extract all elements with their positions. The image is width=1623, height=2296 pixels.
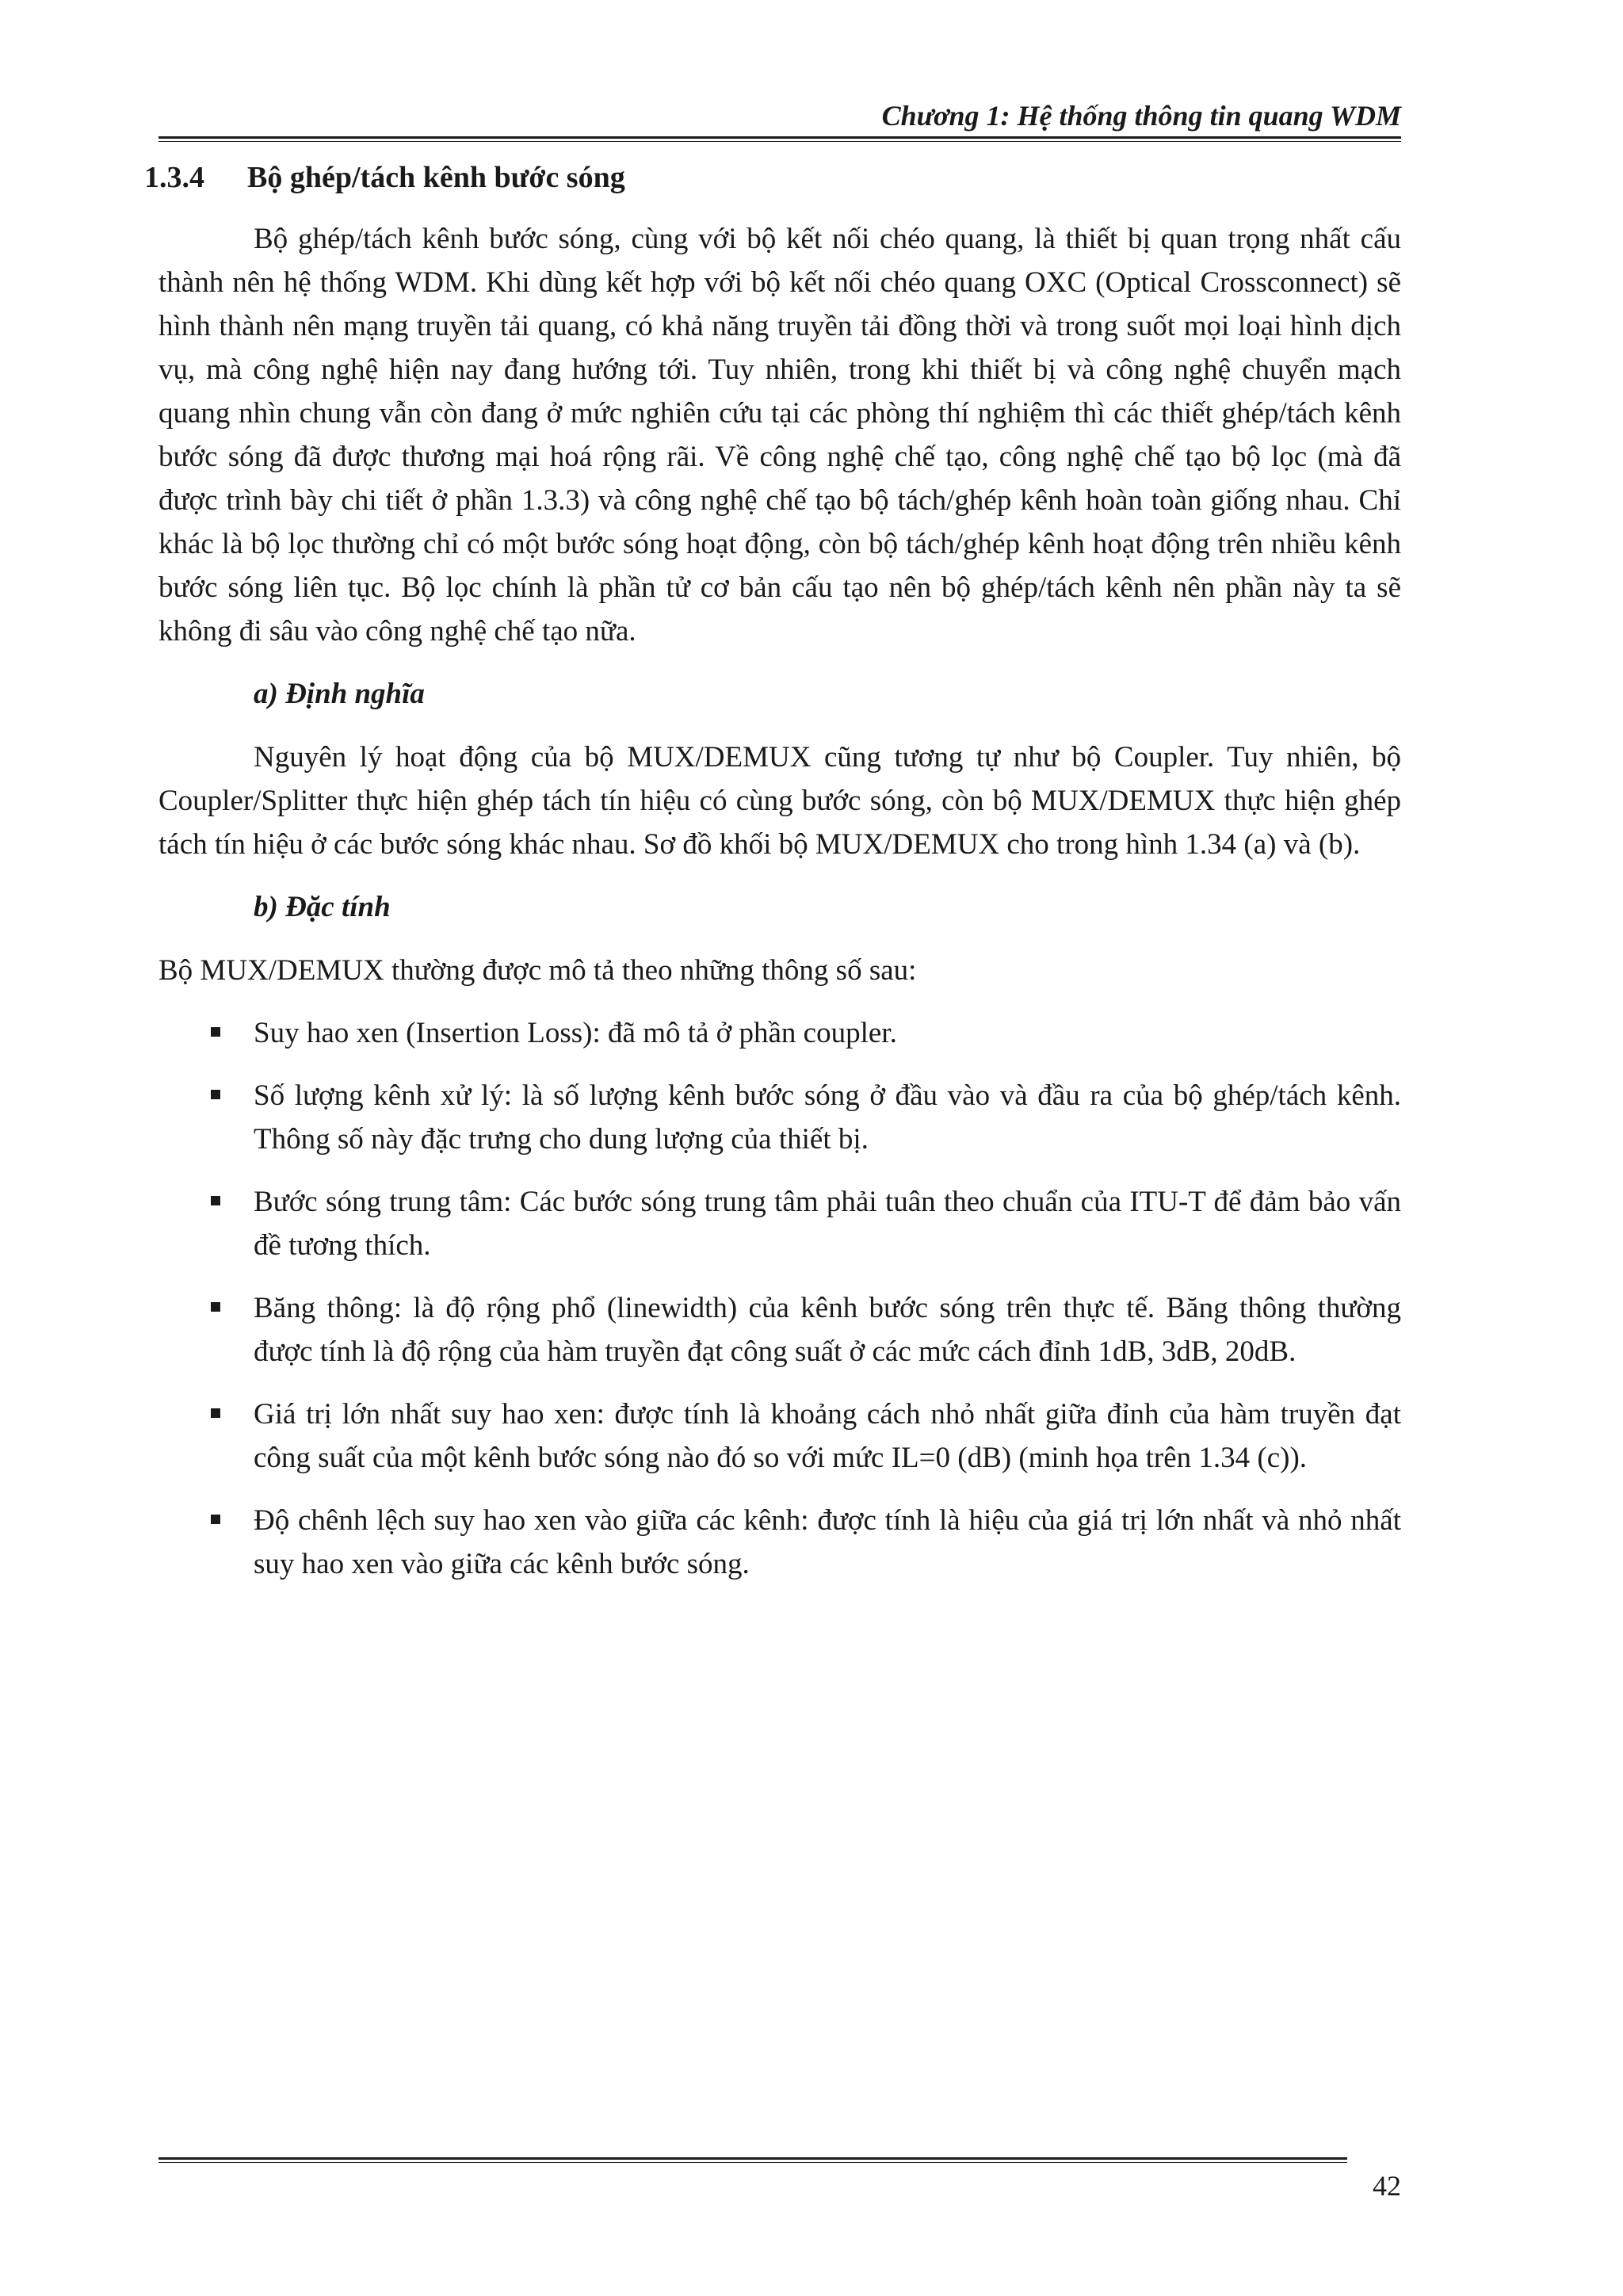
list-item <box>158 1392 1401 1480</box>
characteristics-lead: Bộ MUX/DEMUX thường được mô tả theo những thông số sau: <box>158 954 917 987</box>
definition-heading: a) Định nghĩa <box>254 678 425 710</box>
footer-rule-thin <box>158 2162 1347 2163</box>
list-item <box>158 1011 1401 1055</box>
bullet-square-icon <box>211 1302 220 1312</box>
list-item-text: Giá trị lớn nhất suy hao xen: được tính là khoảng cách nhỏ nhất giữa đỉnh của hàm truyền đạt công suất của một kênh bước sóng nào đó so với mức IL=0 (dB) (minh họa trên 1.34 (c)). <box>254 1398 1401 1474</box>
list-item <box>158 1499 1401 1586</box>
list-item <box>158 1286 1401 1373</box>
footer-rule <box>158 2157 1347 2160</box>
page-number: 42 <box>1373 2170 1401 2202</box>
page-body <box>144 155 1401 1605</box>
bullet-square-icon <box>211 1515 220 1524</box>
characteristics-list <box>158 1011 1401 1586</box>
running-header: Chương 1: Hệ thống thông tin quang WDM <box>881 100 1401 132</box>
bullet-square-icon <box>211 1027 220 1037</box>
list-item <box>158 1074 1401 1161</box>
header-rule-thin <box>158 141 1401 142</box>
intro-paragraph: Bộ ghép/tách kênh bước sóng, cùng với bộ kết nối chéo quang, là thiết bị quan trọng nhất cấu thành nên hệ thống WDM. Khi dùng kết hợp với bộ kết nối chéo quang OXC (Optical Crossconnect) sẽ hình thành nên mạng truyền tải quang, có khả năng truyền tải đồng thời và trong suốt mọi loại hình dịch vụ, mà công nghệ hiện nay đang hướng tới. Tuy nhiên, trong khi thiết bị và công nghệ chuyển mạch quang nhìn chung vẫn còn đang ở mức nghiên cứu tại các phòng thí nghiệm thì các thiết ghép/tách kênh bước sóng đã được thương mại hoá rộng rãi. Về công nghệ chế tạo, công nghệ chế tạo bộ lọc (mà đã được trình bày chi tiết ở phần 1.3.3) và công nghệ chế tạo bộ tách/ghép kênh hoàn toàn giống nhau. Chỉ khác là bộ lọc thường chỉ có một bước sóng hoạt động, còn bộ tách/ghép kênh hoạt động trên nhiều kênh bước sóng liên tục. Bộ lọc chính là phần tử cơ bản cấu tạo nên bộ ghép/tách kênh nên phần này ta sẽ không đi sâu vào công nghệ chế tạo nữa. <box>158 223 1401 648</box>
list-item-text: Suy hao xen (Insertion Loss): đã mô tả ở phần coupler. <box>254 1017 897 1049</box>
list-item-text: Số lượng kênh xử lý: là số lượng kênh bước sóng ở đầu vào và đầu ra của bộ ghép/tách kênh. Thông số này đặc trưng cho dung lượng của thiết bị. <box>254 1079 1401 1156</box>
list-item-text: Băng thông: là độ rộng phổ (linewidth) của kênh bước sóng trên thực tế. Băng thông thường được tính là độ rộng của hàm truyền đạt công suất ở các mức cách đỉnh 1dB, 3dB, 20dB. <box>254 1292 1401 1368</box>
section-number: 1.3.4 <box>144 161 204 194</box>
header-rule <box>158 136 1401 139</box>
list-item-text: Bước sóng trung tâm: Các bước sóng trung tâm phải tuân theo chuẩn của ITU-T để đảm bảo vấn đề tương thích. <box>254 1186 1401 1262</box>
bullet-square-icon <box>211 1196 220 1205</box>
list-item <box>158 1180 1401 1267</box>
bullet-square-icon <box>211 1090 220 1099</box>
characteristics-heading: b) Đặc tính <box>254 891 391 923</box>
definition-paragraph: Nguyên lý hoạt động của bộ MUX/DEMUX cũng tương tự như bộ Coupler. Tuy nhiên, bộ Coupler/Splitter thực hiện ghép tách tín hiệu có cùng bước sóng, còn bộ MUX/DEMUX thực hiện ghép tách tín hiệu ở các bước sóng khác nhau. Sơ đồ khối bộ MUX/DEMUX cho trong hình 1.34 (a) và (b). <box>158 741 1401 861</box>
bullet-square-icon <box>211 1408 220 1418</box>
section-heading <box>144 155 1401 200</box>
list-item-text: Độ chênh lệch suy hao xen vào giữa các kênh: được tính là hiệu của giá trị lớn nhất và nhỏ nhất suy hao xen vào giữa các kênh bước sóng. <box>254 1504 1401 1580</box>
section-title: Bộ ghép/tách kênh bước sóng <box>247 161 625 194</box>
